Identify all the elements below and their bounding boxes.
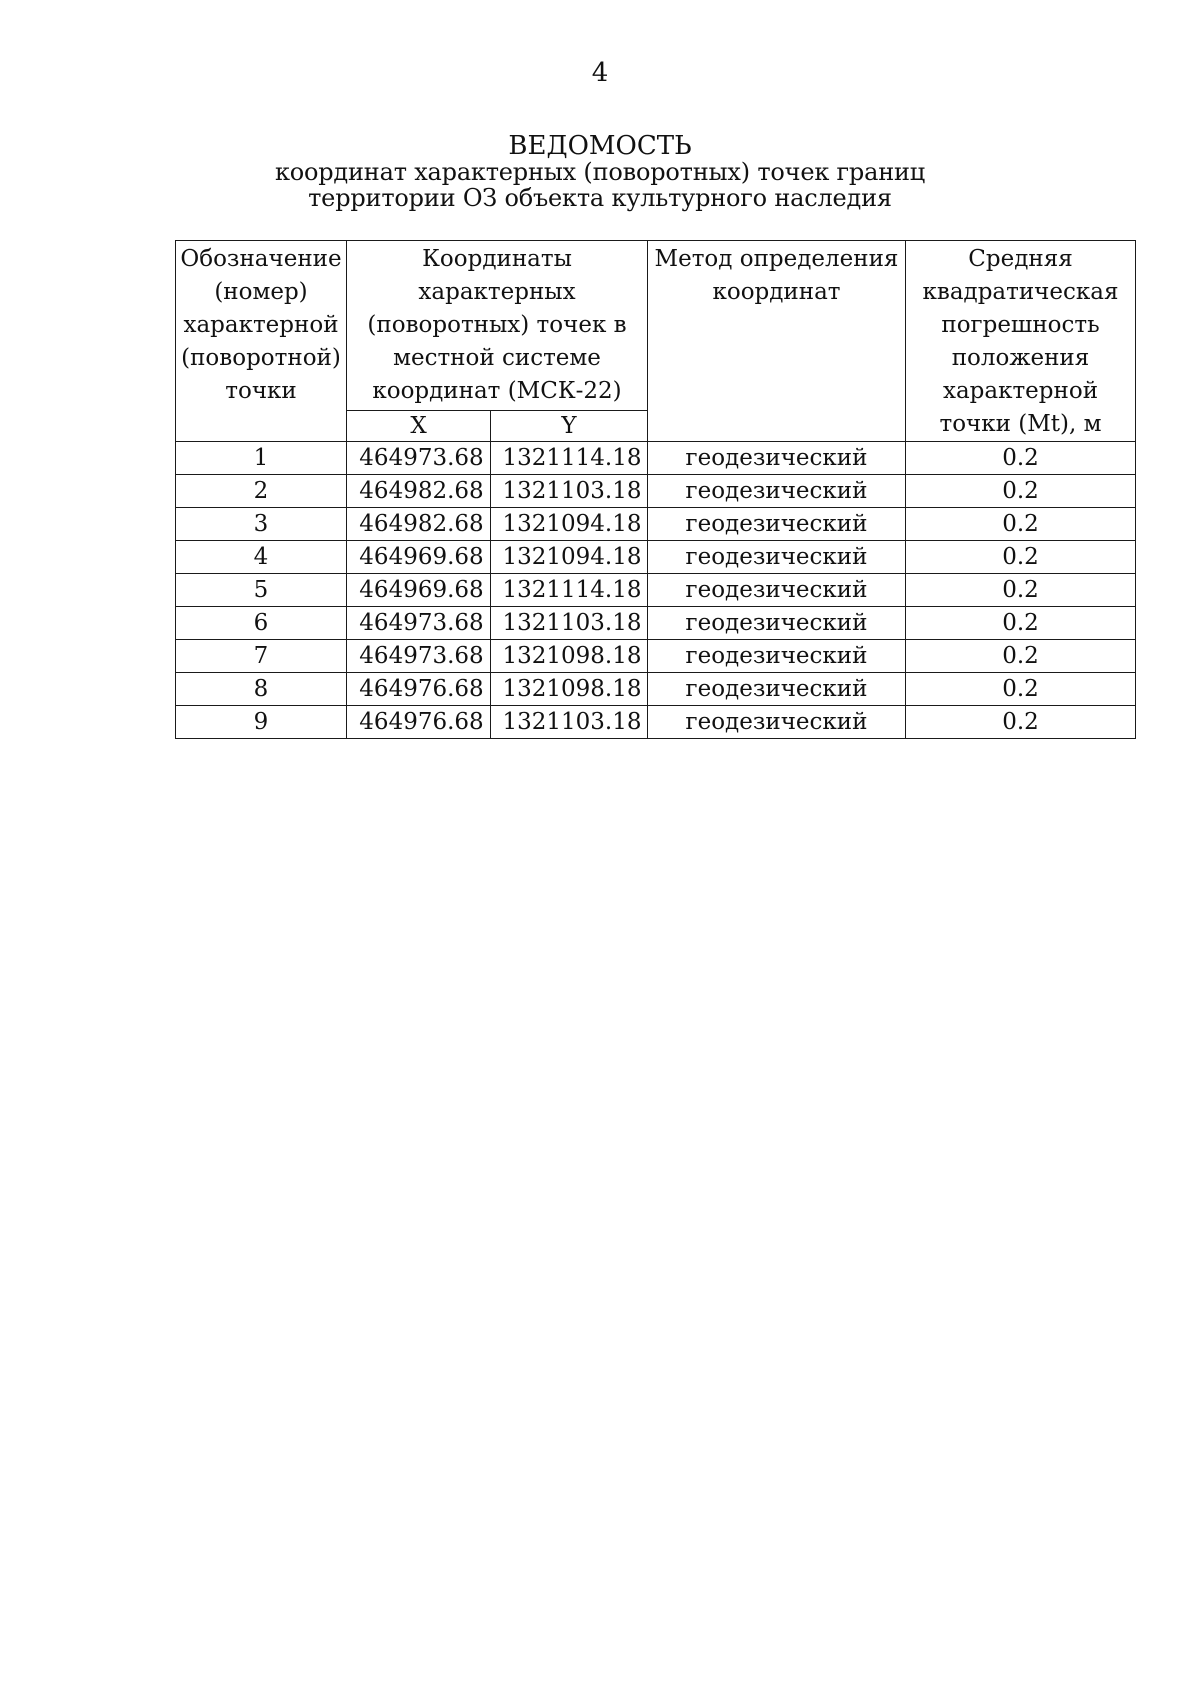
cell-y: 1321114.18 [491, 442, 648, 475]
cell-method: геодезический [648, 475, 906, 508]
table-row [176, 475, 1136, 508]
cell-error: 0.2 [906, 508, 1136, 541]
cell-point: 9 [176, 706, 347, 739]
table-row [176, 607, 1136, 640]
cell-point: 7 [176, 640, 347, 673]
header-coordinates: Координаты характерных (поворотных) точек в местной системе координат (МСК-22) [347, 241, 648, 411]
cell-point: 5 [176, 574, 347, 607]
cell-point: 6 [176, 607, 347, 640]
header-point-designation: Обозначение (номер) характерной (поворотной) точки [176, 241, 347, 442]
document-subtitle-line-2: территории ОЗ объекта культурного наследия [308, 184, 892, 212]
cell-method: геодезический [648, 673, 906, 706]
cell-method: геодезический [648, 706, 906, 739]
cell-y: 1321103.18 [491, 475, 648, 508]
cell-y: 1321094.18 [491, 508, 648, 541]
cell-x: 464982.68 [347, 475, 491, 508]
cell-method: геодезический [648, 442, 906, 475]
cell-y: 1321098.18 [491, 673, 648, 706]
cell-y: 1321103.18 [491, 607, 648, 640]
table-row [176, 442, 1136, 475]
table-header-row [176, 241, 1136, 411]
cell-y: 1321114.18 [491, 574, 648, 607]
cell-x: 464976.68 [347, 706, 491, 739]
table-row [176, 640, 1136, 673]
cell-y: 1321103.18 [491, 706, 648, 739]
cell-method: геодезический [648, 508, 906, 541]
cell-error: 0.2 [906, 475, 1136, 508]
cell-point: 3 [176, 508, 347, 541]
header-method: Метод определения координат [648, 241, 906, 442]
cell-x: 464973.68 [347, 607, 491, 640]
page-number: 4 [591, 58, 609, 88]
cell-method: геодезический [648, 541, 906, 574]
document-heading [0, 133, 1200, 211]
document-title: ВЕДОМОСТЬ [508, 131, 692, 161]
cell-error: 0.2 [906, 442, 1136, 475]
cell-x: 464976.68 [347, 673, 491, 706]
cell-x: 464973.68 [347, 442, 491, 475]
cell-x: 464969.68 [347, 541, 491, 574]
cell-error: 0.2 [906, 574, 1136, 607]
cell-method: геодезический [648, 640, 906, 673]
cell-x: 464973.68 [347, 640, 491, 673]
cell-error: 0.2 [906, 673, 1136, 706]
coordinates-table [175, 240, 1136, 739]
cell-error: 0.2 [906, 640, 1136, 673]
document-subtitle-line-1: координат характерных (поворотных) точек границ [274, 158, 926, 186]
cell-point: 4 [176, 541, 347, 574]
cell-x: 464982.68 [347, 508, 491, 541]
table-row [176, 673, 1136, 706]
cell-method: геодезический [648, 574, 906, 607]
header-mean-square-error: Средняя квадратическая погрешность положения характерной точки (Mt), м [906, 241, 1136, 442]
cell-point: 8 [176, 673, 347, 706]
cell-method: геодезический [648, 607, 906, 640]
cell-point: 1 [176, 442, 347, 475]
table-row [176, 706, 1136, 739]
cell-x: 464969.68 [347, 574, 491, 607]
table-row [176, 541, 1136, 574]
header-y: Y [491, 410, 648, 441]
cell-error: 0.2 [906, 706, 1136, 739]
cell-point: 2 [176, 475, 347, 508]
table-row [176, 574, 1136, 607]
cell-y: 1321098.18 [491, 640, 648, 673]
cell-error: 0.2 [906, 607, 1136, 640]
cell-y: 1321094.18 [491, 541, 648, 574]
header-x: X [347, 410, 491, 441]
cell-error: 0.2 [906, 541, 1136, 574]
table-row [176, 508, 1136, 541]
